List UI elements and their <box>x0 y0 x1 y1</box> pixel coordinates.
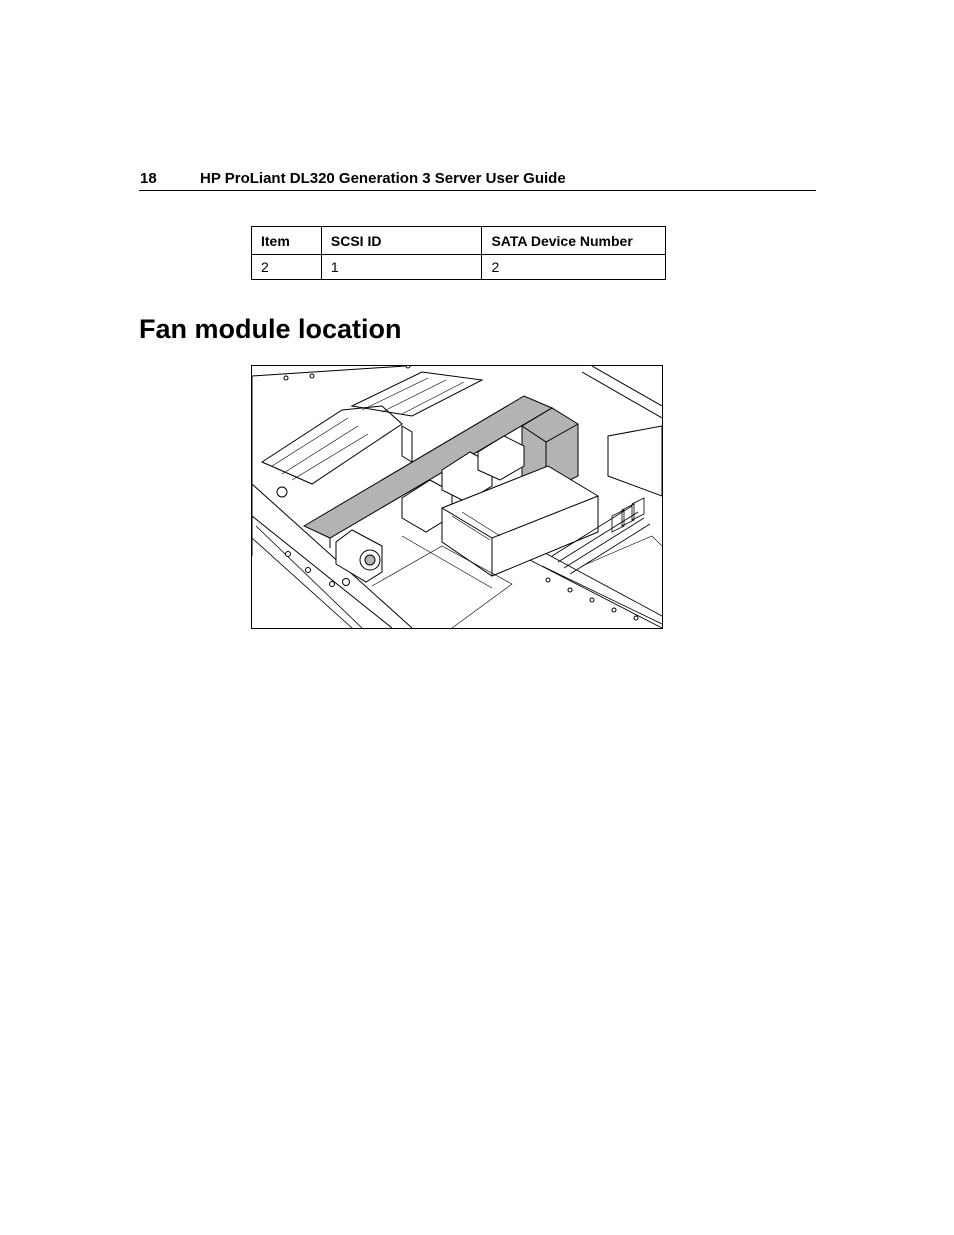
chassis-right-rail <box>522 546 662 628</box>
server-chassis-drawing <box>252 366 662 628</box>
running-header <box>139 169 816 191</box>
drive-bracket <box>402 426 412 462</box>
drive-cage <box>352 372 482 416</box>
cell-scsi-id: 1 <box>321 255 482 280</box>
header-item: Item <box>252 227 322 255</box>
table-row <box>252 255 666 280</box>
table-header-row <box>252 227 666 255</box>
riser-screw <box>277 487 287 497</box>
header-sata-device-number: SATA Device Number <box>482 227 666 255</box>
section-heading: Fan module location <box>139 314 402 344</box>
scsi-sata-table <box>251 226 666 280</box>
pci-riser <box>262 406 402 484</box>
cell-item: 2 <box>252 255 322 280</box>
header-scsi-id: SCSI ID <box>321 227 482 255</box>
riser-slots <box>272 418 368 480</box>
chassis-rear-wall <box>582 366 662 418</box>
cell-sata-device-number: 2 <box>482 255 666 280</box>
drive-cage-lines <box>362 378 464 414</box>
document-title: HP ProLiant DL320 Generation 3 Server User Guide <box>200 170 566 187</box>
heatsink-block <box>608 426 662 496</box>
board-edge <box>582 536 662 566</box>
page-number: 18 <box>140 170 157 187</box>
fan-module-illustration <box>251 365 663 629</box>
